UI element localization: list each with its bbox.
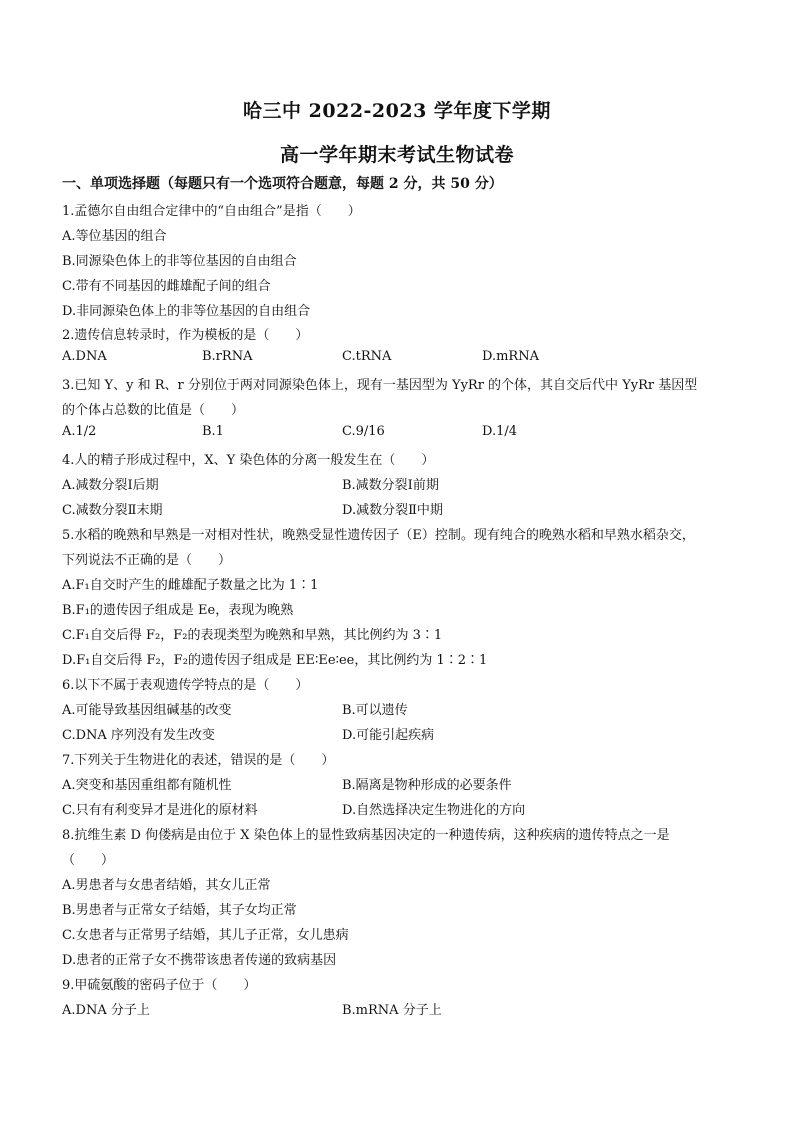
question-6-option-c: C.DNA 序列没有发生改变: [62, 728, 215, 743]
question-6-option-d: D.可能引起疾病: [342, 728, 435, 743]
question-1-option-c: C.带有不同基因的雌雄配子间的组合: [62, 279, 271, 294]
question-6-option-a: A.可能导致基因组碱基的改变: [62, 703, 232, 718]
question-7-option-b: B.隔离是物种形成的必要条件: [342, 778, 512, 793]
question-5-stem-line2: 下列说法不正确的是（ ）: [62, 553, 232, 568]
question-5-stem-line1: 5.水稻的晚熟和早熟是一对相对性状，晚熟受显性遗传因子（E）控制。现有纯合的晚熟水稻和早熟水稻杂交，: [62, 528, 695, 543]
question-8-option-b: B.男患者与正常女子结婚，其子女均正常: [62, 903, 297, 918]
question-2-option-b: B.rRNA: [202, 349, 253, 364]
question-7-stem: 7.下列关于生物进化的表述，错误的是（ ）: [62, 753, 335, 768]
exam-title: 哈三中 2022-2023 学年度下学期: [243, 100, 551, 122]
question-5-option-a: A.F₁自交时产生的雌雄配子数量之比为 1∶1: [62, 578, 319, 593]
question-4-stem: 4.人的精子形成过程中，X、Y 染色体的分离一般发生在（ ）: [62, 453, 435, 468]
question-5-option-d: D.F₁自交后得 F₂，F₂的遗传因子组成是 EE∶Ee∶ee，其比例约为 1∶2∶1: [62, 653, 488, 668]
question-3-stem-line1: 3.已知 Y、y 和 R、r 分别位于两对同源染色体上，现有一基因型为 YyRr 的个体，其自交后代中 YyRr 基因型: [62, 378, 698, 393]
question-8-option-c: C.女患者与正常男子结婚，其儿子正常，女儿患病: [62, 928, 349, 943]
question-2-option-d: D.mRNA: [482, 349, 539, 364]
question-4-option-d: D.减数分裂Ⅱ中期: [342, 503, 443, 518]
question-1-option-a: A.等位基因的组合: [62, 229, 167, 244]
question-1-option-b: B.同源染色体上的非等位基因的自由组合: [62, 254, 297, 269]
question-7-option-d: D.自然选择决定生物进化的方向: [342, 803, 526, 818]
question-5-option-b: B.F₁的遗传因子组成是 Ee，表现为晚熟: [62, 603, 294, 618]
question-9-option-b: B.mRNA 分子上: [342, 1003, 442, 1018]
question-6-stem: 6.以下不属于表观遗传学特点的是（ ）: [62, 678, 309, 693]
question-2-option-c: C.tRNA: [342, 349, 392, 364]
question-4-option-b: B.减数分裂Ⅰ前期: [342, 478, 439, 493]
question-3-option-b: B.1: [202, 424, 224, 439]
question-2-stem: 2.遗传信息转录时，作为模板的是（ ）: [62, 328, 309, 343]
question-8-stem-line2: （ ）: [62, 853, 115, 868]
question-8-option-d: D.患者的正常子女不携带该患者传递的致病基因: [62, 953, 337, 968]
question-7-option-a: A.突变和基因重组都有随机性: [62, 778, 232, 793]
question-9-option-a: A.DNA 分子上: [62, 1003, 150, 1018]
question-3-option-a: A.1/2: [62, 424, 97, 439]
question-7-option-c: C.只有有利变异才是进化的原材料: [62, 803, 258, 818]
question-3-option-c: C.9/16: [342, 424, 385, 439]
question-9-stem: 9.甲硫氨酸的密码子位于（ ）: [62, 978, 257, 993]
question-1-option-d: D.非同源染色体上的非等位基因的自由组合: [62, 304, 311, 319]
question-8-option-a: A.男患者与女患者结婚，其女儿正常: [62, 878, 271, 893]
exam-subtitle: 高一学年期末考试生物试卷: [279, 144, 514, 166]
question-4-option-a: A.减数分裂Ⅰ后期: [62, 478, 159, 493]
question-3-option-d: D.1/4: [482, 424, 518, 439]
question-4-option-c: C.减数分裂Ⅱ末期: [62, 503, 163, 518]
section-heading: 一、单项选择题（每题只有一个选项符合题意，每题 2 分，共 50 分）: [62, 176, 503, 192]
question-2-option-a: A.DNA: [62, 349, 107, 364]
question-8-stem-line1: 8.抗维生素 D 佝偻病是由位于 X 染色体上的显性致病基因决定的一种遗传病，这种疾病的遗传特点之一是: [62, 828, 670, 843]
question-1-stem: 1.孟德尔自由组合定律中的“自由组合”是指（ ）: [62, 204, 361, 219]
question-6-option-b: B.可以遗传: [342, 703, 408, 718]
question-5-option-c: C.F₁自交后得 F₂，F₂的表现类型为晚熟和早熟，其比例约为 3∶1: [62, 628, 443, 643]
question-3-stem-line2: 的个体占总数的比值是（ ）: [62, 403, 245, 418]
